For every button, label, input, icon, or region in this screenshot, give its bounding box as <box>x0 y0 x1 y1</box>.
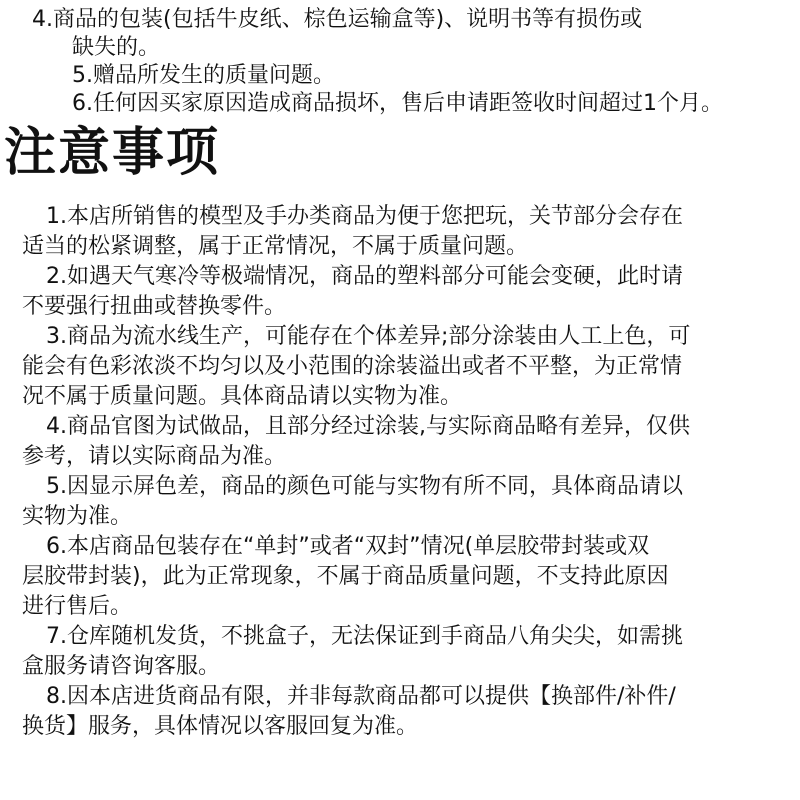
note-4-line-1: 4.商品官图为试做品，且部分经过涂装,与实际商品略有差异，仅供 <box>46 414 690 439</box>
note-7-line-1: 7.仓库随机发货，不挑盒子，无法保证到手商品八角尖尖，如需挑 <box>46 624 683 649</box>
note-2-line-2: 不要强行扭曲或替换零件。 <box>22 294 287 319</box>
exclusion-5-line-1: 5.赠品所发生的质量问题。 <box>72 63 335 88</box>
notice-heading: 注意事项 <box>4 123 221 183</box>
notice-list <box>22 202 784 742</box>
note-3-line-2: 能会有色彩浓淡不均匀以及小范围的涂装溢出或者不平整，为正常情 <box>22 354 683 379</box>
note-6-line-2: 层胶带封装)，此为正常现象，不属于商品质量问题，不支持此原因 <box>22 564 669 589</box>
exclusion-4-line-1: 4.商品的包装(包括牛皮纸、棕色运输盒等)、说明书等有损伤或 <box>32 7 643 32</box>
note-7-line-2: 盒服务请咨询客服。 <box>22 654 221 679</box>
note-8-line-1: 8.因本店进货商品有限，并非每款商品都可以提供【换部件/补件/ <box>46 684 676 709</box>
note-1-line-1: 1.本店所销售的模型及手办类商品为便于您把玩，关节部分会存在 <box>46 204 683 229</box>
note-1-line-2: 适当的松紧调整，属于正常情况，不属于质量问题。 <box>22 234 529 259</box>
note-2-line-1: 2.如遇天气寒冷等极端情况，商品的塑料部分可能会变硬，此时请 <box>46 264 683 289</box>
note-3-line-3: 况不属于质量问题。具体商品请以实物为准。 <box>22 384 463 409</box>
after-sales-exclusions-list <box>32 6 782 118</box>
exclusion-6-line-1: 6.任何因买家原因造成商品损坏，售后申请距签收时间超过1个月。 <box>72 91 723 116</box>
note-5-line-1: 5.因显示屏色差，商品的颜色可能与实物有所不同，具体商品请以 <box>46 474 683 499</box>
note-8-line-2: 换货】服务，具体情况以客服回复为准。 <box>22 714 419 739</box>
note-6-line-1: 6.本店商品包装存在“单封”或者“双封”情况(单层胶带封装或双 <box>46 534 650 559</box>
note-5-line-2: 实物为准。 <box>22 504 133 529</box>
note-4-line-2: 参考，请以实际商品为准。 <box>22 444 287 469</box>
note-3-line-1: 3.商品为流水线生产，可能存在个体差异;部分涂装由人工上色，可 <box>46 324 691 349</box>
note-6-line-3: 进行售后。 <box>22 594 133 619</box>
exclusion-4-line-2: 缺失的。 <box>72 35 161 60</box>
